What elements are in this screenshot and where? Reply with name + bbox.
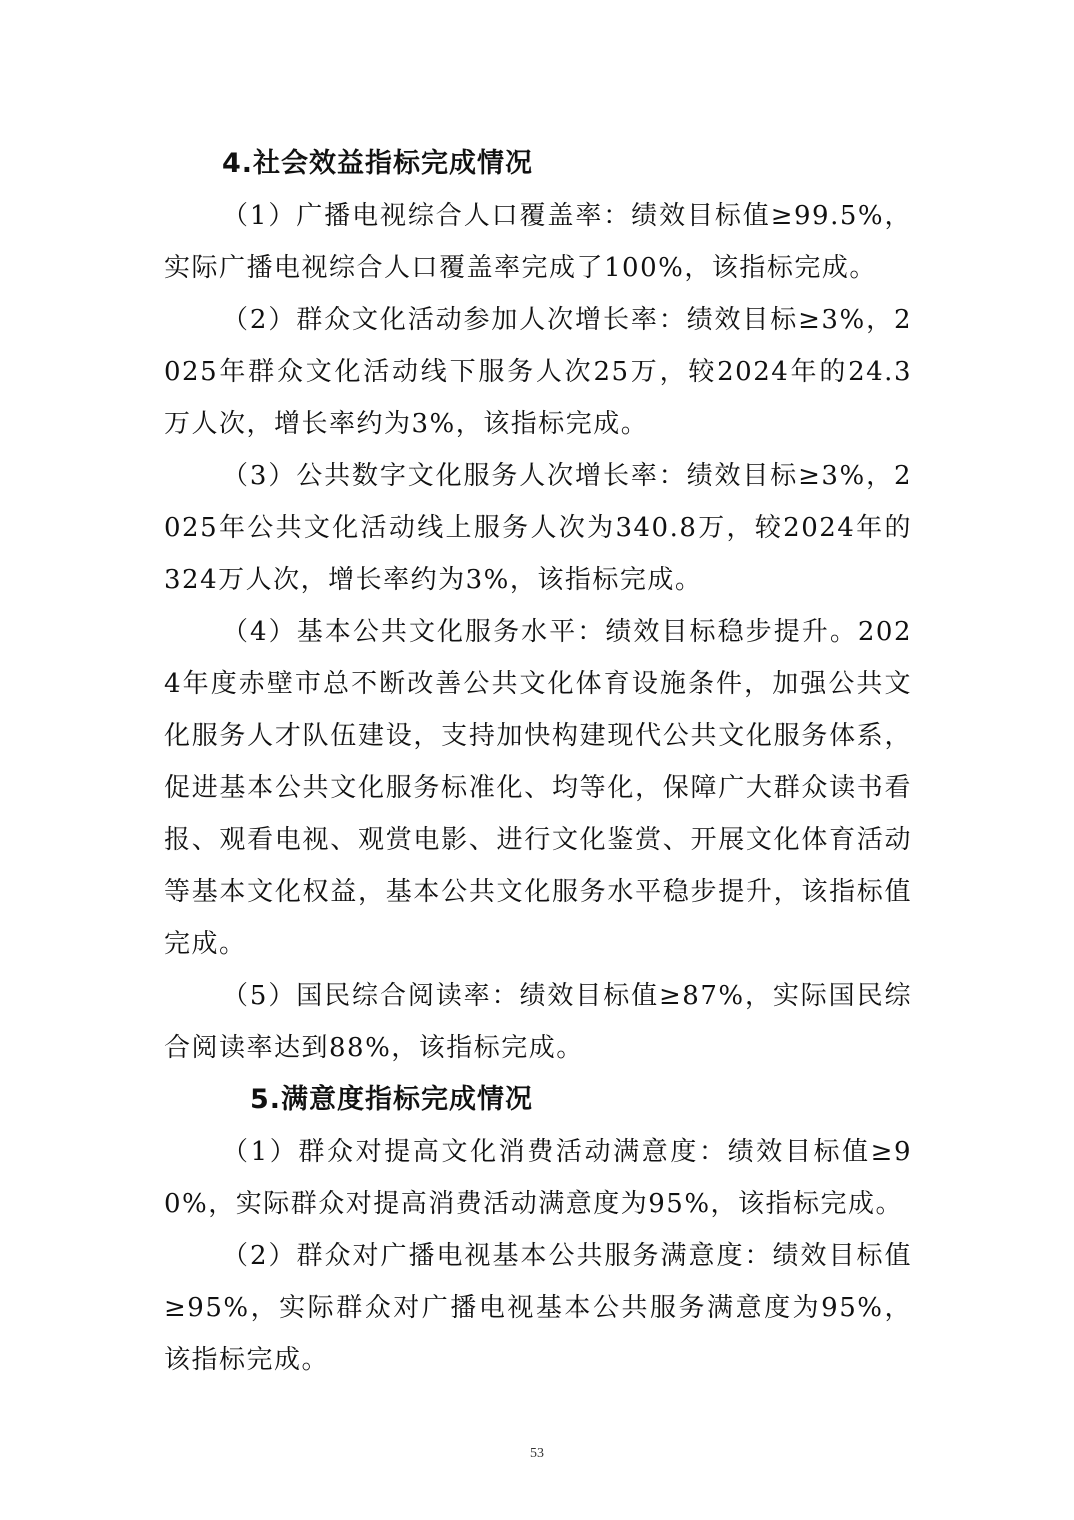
section-4-item-1: （1）广播电视综合人口覆盖率：绩效目标值≥99.5%，实际广播电视综合人口覆盖率完成了100%，该指标完成。 — [164, 201, 912, 283]
section-5-heading: 5.满意度指标完成情况 — [250, 1084, 534, 1115]
page-content — [164, 138, 912, 1386]
section-4-item-5: （5）国民综合阅读率：绩效目标值≥87%，实际国民综合阅读率达到88%，该指标完成。 — [164, 981, 912, 1063]
section-4-heading: 4.社会效益指标完成情况 — [222, 148, 534, 179]
page-number: 53 — [530, 1446, 544, 1461]
section-5-item-2: （2）群众对广播电视基本公共服务满意度：绩效目标值≥95%，实际群众对广播电视基本公共服务满意度为95%，该指标完成。 — [164, 1241, 912, 1375]
section-4-item-2: （2）群众文化活动参加人次增长率：绩效目标≥3%，2025年群众文化活动线下服务人次25万，较2024年的24.3万人次，增长率约为3%，该指标完成。 — [164, 305, 912, 439]
section-4-item-3: （3）公共数字文化服务人次增长率：绩效目标≥3%，2025年公共文化活动线上服务人次为340.8万，较2024年的324万人次，增长率约为3%，该指标完成。 — [164, 461, 912, 595]
section-4-item-4: （4）基本公共文化服务水平：绩效目标稳步提升。2024年度赤壁市总不断改善公共文化体育设施条件，加强公共文化服务人才队伍建设，支持加快构建现代公共文化服务体系，促进基本公共文化服务标准化、均等化，保障广大群众读书看报、观看电视、观赏电影、进行文化鉴赏、开展文化体育活动等基本文化权益，基本公共文化服务水平稳步提升，该指标值完成。 — [164, 617, 912, 959]
section-5-item-1: （1）群众对提高文化消费活动满意度：绩效目标值≥90%，实际群众对提高消费活动满意度为95%，该指标完成。 — [164, 1137, 912, 1219]
